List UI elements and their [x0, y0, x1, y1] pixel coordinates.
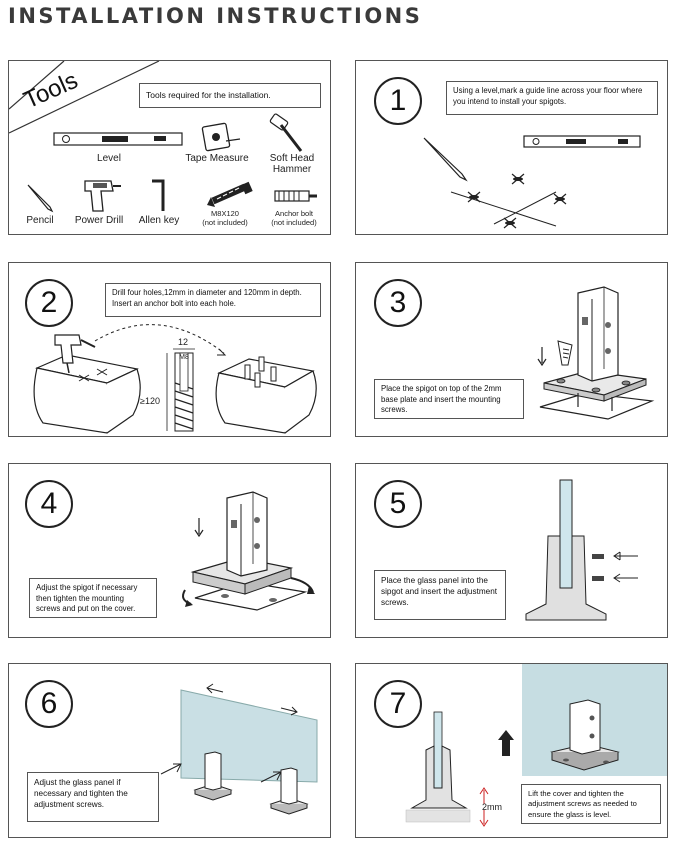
level-icon: [54, 131, 184, 147]
step-number: 1: [374, 77, 422, 125]
step-6-panel: [8, 663, 331, 838]
step-1-illustration: [356, 126, 656, 235]
step-text: Adjust the glass panel if necessary and tighten the adjustment screws.: [27, 772, 159, 822]
step-text: Using a level,mark a guide line across your floor where you intend to install your spigots.: [446, 81, 658, 115]
tool-label-anchor-2: (not included): [271, 218, 317, 227]
step-4-panel: [8, 463, 331, 638]
gap-label: 2mm: [482, 802, 502, 812]
power-drill-icon: [81, 177, 121, 215]
page-title: INSTALLATION INSTRUCTIONS: [8, 4, 423, 28]
step-5-illustration: [356, 464, 668, 638]
step-3-panel: [355, 262, 668, 437]
tool-label-anchor-1: Anchor bolt: [275, 209, 313, 218]
hammer-icon: [271, 115, 311, 155]
step-3-illustration: [356, 263, 668, 437]
step-2-panel: [8, 262, 331, 437]
step-text: Place the glass panel into the sipgot and insert the adjustment screws.: [374, 570, 506, 620]
step-7-panel: [355, 663, 668, 838]
screw-icon: [205, 183, 255, 209]
tool-label-drill: Power Drill: [74, 215, 124, 226]
dimension-thread: M8: [179, 354, 189, 361]
tool-label-screw-2: (not included): [202, 218, 248, 227]
step-number: 7: [374, 680, 422, 728]
dimension-width: 12: [177, 337, 188, 347]
step-number: 2: [25, 279, 73, 327]
step-text: Lift the cover and tighten the adjustment screws as needed to ensure the glass is level.: [521, 784, 661, 824]
anchor-bolt-icon: [271, 185, 317, 207]
step-number: 5: [374, 480, 422, 528]
step-number: 4: [25, 480, 73, 528]
step-4-illustration: [9, 464, 331, 638]
allen-key-icon: [149, 179, 173, 215]
tool-label-hammer-1: Soft Head: [269, 153, 315, 164]
tool-label-pencil: Pencil: [26, 215, 54, 226]
step-6-illustration: [9, 664, 331, 838]
tape-measure-icon: [202, 121, 242, 153]
tools-panel: [8, 60, 331, 235]
tool-label-hammer-2: Hammer: [272, 164, 312, 175]
tool-label-level: Level: [97, 153, 121, 164]
step-text: Place the spigot on top of the 2mm base plate and insert the mounting screws.: [374, 379, 524, 419]
tool-label-screw-1: M8X120: [211, 209, 239, 218]
step-5-panel: [355, 463, 668, 638]
dimension-depth: ≥120: [140, 396, 160, 406]
step-2-illustration: [9, 263, 331, 437]
step-number: 6: [25, 680, 73, 728]
level-icon: [524, 136, 640, 147]
pencil-icon: [26, 183, 56, 213]
tools-badge: Tools: [19, 66, 82, 115]
step-1-panel: [355, 60, 668, 235]
tool-label-tape: Tape Measure: [185, 153, 249, 164]
tool-label-allen: Allen key: [138, 215, 180, 226]
pencil-icon: [424, 138, 466, 180]
step-number: 3: [374, 279, 422, 327]
tools-note: Tools required for the installation.: [139, 83, 321, 108]
step-text: Drill four holes,12mm in diameter and 120mm in depth. Insert an anchor bolt into each hole.: [105, 283, 321, 317]
step-text: Adjust the spigot if necessary then tighten the mounting screws and put on the cover.: [29, 578, 157, 618]
step-7-illustration: [356, 664, 668, 838]
